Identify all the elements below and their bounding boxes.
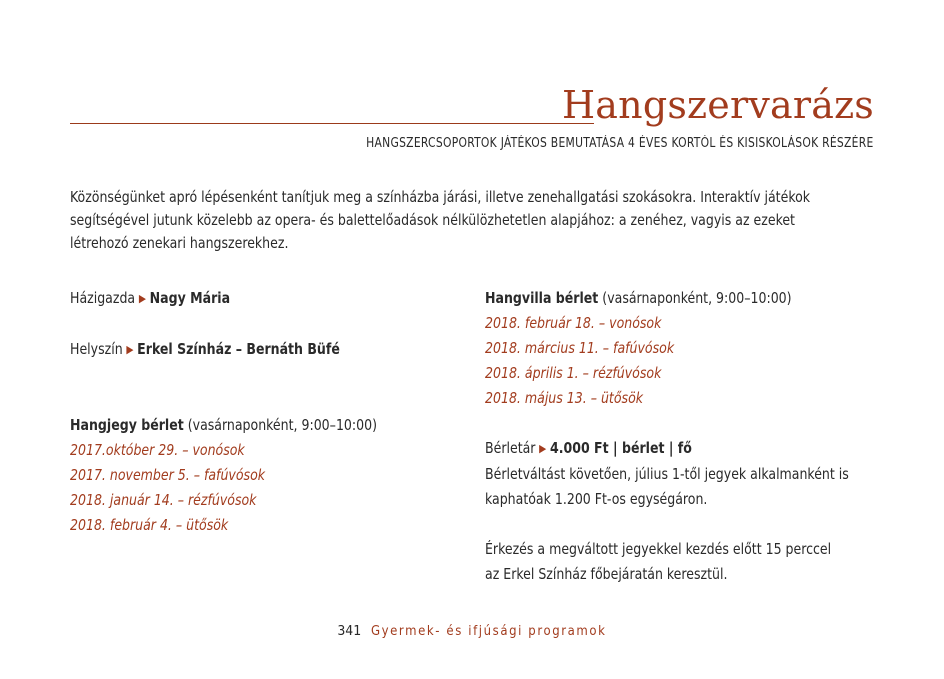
right-triangle-icon: ▶ [126,343,134,356]
venue-line [70,337,377,363]
date-item: 2018. január 14. – rézfúvósok [70,491,257,509]
ticket-note: Bérletváltást követően, július 1-től jegyek alkalmanként is [485,465,849,483]
arrival-note: Érkezés a megváltott jegyekkel kezdés előtt 15 perccel [485,540,832,558]
date-item: 2018. május 13. – ütősök [485,389,644,407]
intro-paragraph: Közönségünket apró lépésenként tanítjuk meg a színházba járási, illetve zenehallgatási szokásokra. Interaktív játékok segítségével jutunk közelebb az opera- és balettelőadások nélkülözhetetlen alapjához: a zenéhez, vagyis az ezeket létrehozó zenekari hangszerekhez. [70,188,811,252]
pass-note: (vasárnaponként, 9:00–10:00) [187,416,378,434]
pass-note: (vasárnaponként, 9:00–10:00) [602,289,792,307]
host-label: Házigazda [70,289,136,307]
date-item: 2017. november 5. – fafúvósok [70,466,266,484]
pass-title: Hangvilla bérlet [485,289,599,307]
price-line [485,436,849,462]
date-item: 2018. március 11. – fafúvósok [485,339,675,357]
section-name: Gyermek- és ifjúsági programok [370,624,607,639]
right-column [485,286,876,587]
venue-label: Helyszín [70,340,123,358]
right-triangle-icon: ▶ [539,442,547,455]
page-title: Hangszervarázs [561,83,874,127]
right-triangle-icon: ▶ [138,292,146,305]
page-number: 341 [337,624,361,639]
ticket-note: kaphatóak 1.200 Ft-os egységáron. [485,490,708,508]
left-column [70,286,400,538]
page-subtitle: HANGSZERCSOPORTOK JÁTÉKOS BEMUTATÁSA 4 ÉVES KORTÓL ÉS KISISKOLÁSOK RÉSZÉRE [366,136,874,151]
host-value: Nagy Mária [149,289,231,307]
price-label: Bérletár [485,439,536,457]
page-footer [0,624,944,639]
pass-title: Hangjegy bérlet [70,416,184,434]
date-item: 2018. február 18. – vonósok [485,314,662,332]
host-line [70,286,377,312]
arrival-note: az Erkel Színház főbejáratán keresztül. [485,565,728,583]
price-value: 4.000 Ft | bérlet | fő [549,439,692,457]
date-item: 2017.október 29. – vonósok [70,441,245,459]
venue-value: Erkel Színház – Bernáth Büfé [137,340,340,358]
hangjegy-pass-heading [70,413,377,438]
hangvilla-pass-heading [485,286,849,311]
title-rule [70,123,594,124]
date-item: 2018. április 1. – rézfúvósok [485,364,662,382]
date-item: 2018. február 4. – ütősök [70,516,229,534]
